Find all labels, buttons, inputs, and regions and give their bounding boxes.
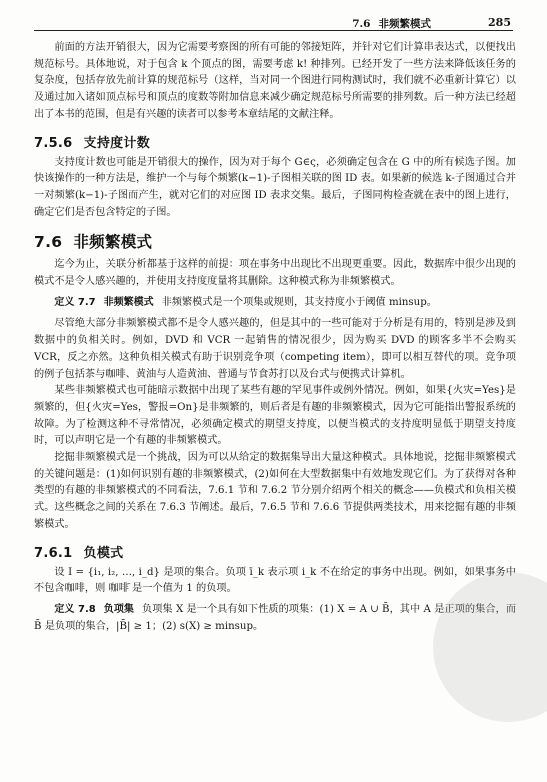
paragraph-support-counting: 支持度计数也可能是开销很大的操作，因为对于每个 G∈ς，必须确定包含在 G 中的所有候选子图。加快该操作的一种方法是，维护一个与每个频繁(k−1)-子图相关联的图 ID 表。如果新的候选 k-子图通过合并一对频繁(k−1)-子图而产生，就对它们的对应图 ID 表求交集。最后，子图同构检查就在表中的图上进行，确定它们是否包含特定的子图。 bbox=[34, 156, 516, 218]
heading-title: 负模式 bbox=[83, 545, 124, 561]
page-number: 285 bbox=[488, 16, 511, 29]
heading-title: 非频繁模式 bbox=[73, 233, 153, 252]
definition-label bbox=[54, 604, 134, 615]
definition-term: 负项集 bbox=[103, 603, 134, 615]
heading-number: 7.6.1 bbox=[34, 545, 73, 561]
paragraph-mining-challenge: 挖掘非频繁模式是一个挑战，因为可以从给定的数据集导出大量这种模式。具体地说，挖掘非频繁模式的关键问题是：(1)如何识别有趣的非频繁模式，(2)如何在大型数据集中有效地发现它们。为了获得对各种类型的有趣的非频繁模式的不同看法，7.6.1 节和 7.6.2 节分别介绍两个相关的概念——负模式和负相关模式。这些概念之间的关系在 7.6.3 节阐述。最后，7.6.5 节和 7.6.6 节提供两类技术，用来挖掘有趣的非频繁模式。 bbox=[34, 452, 516, 530]
heading-7-6-1 bbox=[34, 542, 516, 561]
definition-number: 定义 7.7 bbox=[54, 296, 96, 308]
heading-number: 7.6 bbox=[34, 233, 63, 252]
header-section-title: 非频繁模式 bbox=[378, 18, 431, 30]
running-header bbox=[34, 10, 513, 31]
heading-7-5-6 bbox=[34, 132, 516, 151]
definition-text: 负项集 X 是一个具有如下性质的项集：(1) X = A ∪ B̄，其中 A 是正项的集合，而 B̄ 是负项的集合，|B̄| ≥ 1；(2) s(X) ≥ minsup。 bbox=[34, 603, 517, 632]
definition-label bbox=[54, 297, 153, 308]
paragraph-negative-item: 设 I = {i₁, i₂, …, i_d} 是项的集合。负项 ī_k 表示项 i_k 不在给定的事务中出现。例如，如果事务中不包含咖啡，则 咖啡̄ 是一个值为 1 的负项。 bbox=[34, 566, 516, 595]
heading-7-6 bbox=[34, 230, 516, 252]
paragraph-negative-correlation: 尽管绝大部分非频繁模式都不是令人感兴趣的，但是其中的一些可能对于分析是有用的，特别是涉及到数据中的负相关时。例如，DVD 和 VCR 一起销售的情况很少，因为购买 DVD 的顾客多半不会购买 VCR，反之亦然。这种负相关模式有助于识别竞争项（competing item），即可以相互替代的项。竞争项的例子包括茶与咖啡、黄油与人造黄油、普通与节食苏打以及台式与便携式计算机。 bbox=[34, 318, 516, 380]
header-section-number: 7.6 bbox=[352, 18, 371, 30]
paragraph-intro-infrequent: 迄今为止，关联分析都基于这样的前提：项在事务中出现比不出现更重要。因此，数据库中很少出现的模式不是令人感兴趣的，并使用支持度度量将其删除。这种模式称为非频繁模式。 bbox=[34, 259, 516, 288]
definition-text: 非频繁模式是一个项集或规则，其支持度小于阈值 minsup。 bbox=[161, 296, 437, 308]
heading-title: 支持度计数 bbox=[83, 135, 151, 151]
paragraph-canonical-label: 前面的方法开销很大，因为它需要考察图的所有可能的邻接矩阵，并针对它们计算串表达式，以便找出规范标号。具体地说，对于包含 k 个顶点的图，需要考虑 k! 种排列。已经开发了一些方法来降低该任务的复杂度，包括存放先前计算的规范标号（这样，当对同一个图进行同构测试时，我们就不必重新计算它）以及通过加入诸如顶点标号和顶点的度数等附加信息来减少确定规范标号所需要的排列数。后一种方法已经超出了本书的范围，但是有兴趣的读者可以参考本章结尾的文献注释。 bbox=[34, 42, 516, 120]
definition-7-7 bbox=[34, 295, 516, 312]
definition-term: 非频繁模式 bbox=[103, 296, 154, 308]
paragraph-rare-events: 某些非频繁模式也可能暗示数据中出现了某些有趣的罕见事件或例外情况。例如，如果{火灾=Yes}是频繁的，但{火灾=Yes，警报=On}是非频繁的，则后者是有趣的非频繁模式，因为它可能指出警报系统的故障。为了检测这种不寻常情况，必须确定模式的期望支持度，以便当模式的支持度明显低于期望支持度时，可以声明它是一个有趣的非频繁模式。 bbox=[34, 385, 516, 447]
heading-number: 7.5.6 bbox=[34, 135, 73, 151]
page-body bbox=[34, 40, 516, 640]
header-section bbox=[352, 16, 431, 31]
definition-number: 定义 7.8 bbox=[54, 603, 96, 615]
